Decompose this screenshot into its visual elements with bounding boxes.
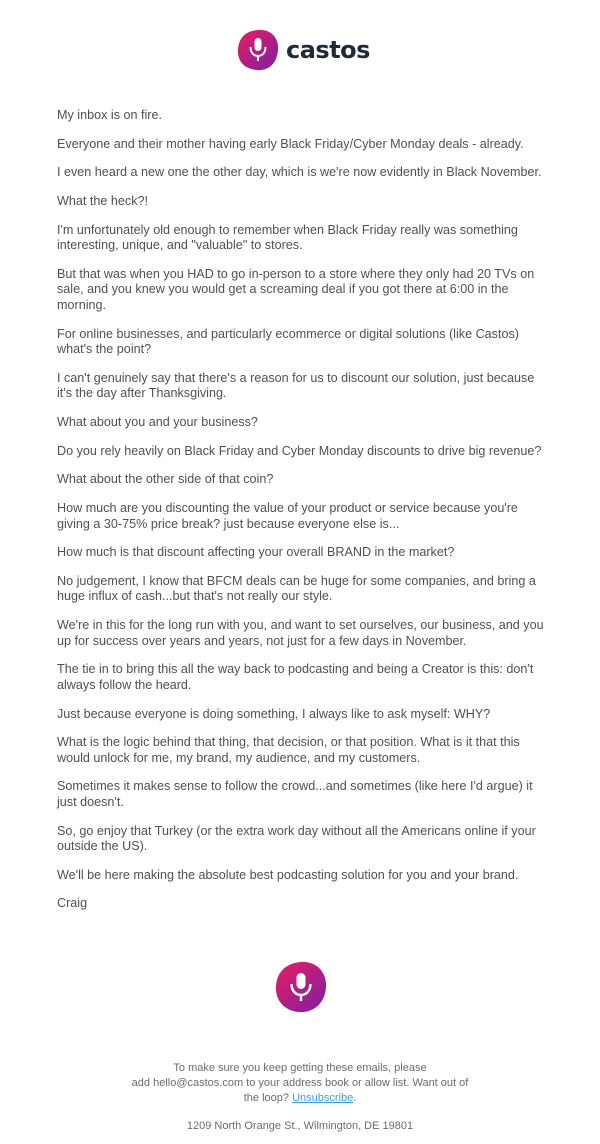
paragraph: Everyone and their mother having early Black Friday/Cyber Monday deals - already.: [57, 136, 524, 151]
paragraph: So, go enjoy that Turkey (or the extra work day without all the Americans online if your outside the US).: [57, 823, 536, 854]
paragraph: We're in this for the long run with you, and want to set ourselves, our business, and you up for success over years and years, not just for a few days in November.: [57, 618, 544, 648]
postal-address: 1209 North Orange St., Wilmington, DE 19801: [186, 1120, 414, 1132]
footer-text: .: [353, 1092, 357, 1104]
paragraph: How much are you discounting the value of your product or service because you're giving a 30-75% price break? just because everyone else is...: [57, 501, 518, 531]
paragraph: For online businesses, and particularly ecommerce or digital solutions (like Castos) what's the point?: [57, 326, 519, 357]
paragraph: Just because everyone is doing something, I always like to ask myself: WHY?: [57, 706, 491, 721]
paragraph: I even heard a new one the other day, which is we're now evidently in Black November.: [57, 165, 542, 180]
paragraph: Sometimes it makes sense to follow the crowd...and sometimes (like here I'd argue) it just doesn't.: [57, 779, 533, 809]
paragraph: But that was when you HAD to go in-person to a store where they only had 20 TVs on sale, and you knew you would get a screaming deal if you got there at 6:00 in the morning.: [57, 266, 535, 312]
footer-notice: [130, 1061, 470, 1106]
brand-logo[interactable]: [236, 28, 370, 72]
signature: Craig: [57, 896, 88, 911]
footer-text: the loop?: [243, 1092, 293, 1104]
unsubscribe-link[interactable]: Unsubscribe: [292, 1092, 354, 1104]
footer-line: [130, 1091, 470, 1106]
paragraph: Do you rely heavily on Black Friday and Cyber Monday discounts to drive big revenue?: [57, 443, 542, 458]
footer-line: add hello@castos.com to your address book or allow list. Want out of: [131, 1077, 469, 1089]
paragraph: What about the other side of that coin?: [57, 472, 274, 487]
paragraph: What is the logic behind that thing, that decision, or that position. What is it that this would unlock for me, my brand, my audience, and my customers.: [57, 735, 520, 765]
microphone-logo-icon: [236, 28, 280, 72]
footer-microphone-logo-icon[interactable]: [274, 960, 328, 1014]
paragraph: The tie in to bring this all the way back to podcasting and being a Creator is this: don't always follow the heard.: [57, 662, 534, 692]
email-body: [57, 108, 547, 925]
brand-name: castos: [286, 36, 370, 64]
footer-line: To make sure you keep getting these emails, please: [173, 1062, 427, 1074]
paragraph: I'm unfortunately old enough to remember when Black Friday really was something interesting, unique, and "valuable" to stores.: [57, 222, 518, 253]
paragraph: We'll be here making the absolute best podcasting solution for you and your brand.: [57, 867, 519, 882]
email-header: [0, 28, 600, 76]
paragraph: No judgement, I know that BFCM deals can be huge for some companies, and bring a huge influx of cash...but that's not really our style.: [57, 573, 536, 604]
paragraph: I can't genuinely say that there's a reason for us to discount our solution, just because it's the day after Thanksgiving.: [57, 370, 535, 401]
paragraph: What the heck?!: [57, 194, 149, 209]
paragraph: What about you and your business?: [57, 415, 258, 429]
paragraph: How much is that discount affecting your overall BRAND in the market?: [57, 545, 455, 560]
paragraph: My inbox is on fire.: [57, 108, 162, 122]
